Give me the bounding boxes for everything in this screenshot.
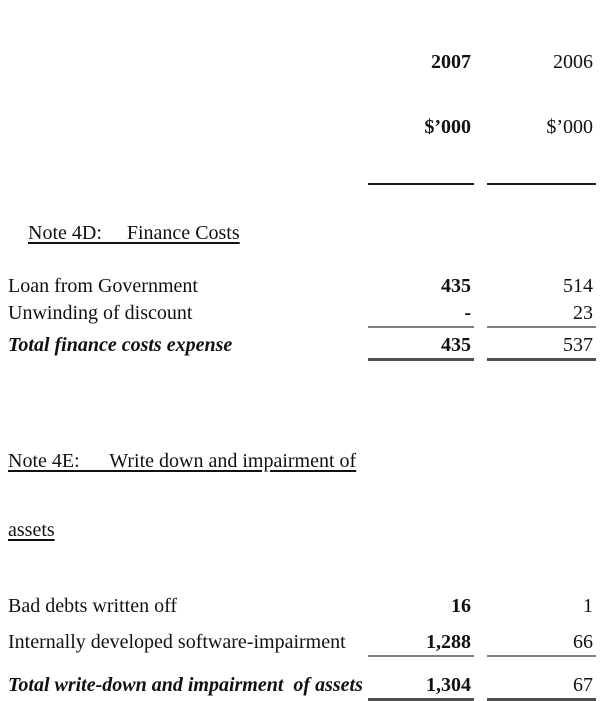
total-value-2007: 1,304	[368, 674, 474, 701]
column-header-2006	[487, 8, 596, 185]
column-headers	[8, 8, 600, 185]
row-label: Unwinding of discount	[8, 302, 193, 324]
row-label: Bad debts written off	[8, 595, 178, 617]
table-row-software-impairment	[8, 631, 600, 657]
note-4e-heading	[8, 406, 600, 585]
column-header-2007	[368, 8, 474, 185]
table-row-unwinding-of-discount	[8, 302, 600, 328]
note-4e-heading-line1: Note 4E: Write down and impairment of	[8, 450, 357, 472]
value-2007: 16	[451, 595, 471, 617]
value-2007: -	[368, 302, 474, 328]
value-2006: 23	[487, 302, 596, 328]
unit-2006-label: $’000	[546, 116, 593, 138]
value-2007: 1,288	[368, 631, 474, 657]
note-4d-heading	[8, 200, 600, 266]
value-2006: 66	[487, 631, 596, 657]
total-row-label: Total write-down and impairment of assets	[8, 674, 363, 696]
note-4e-heading-line2: assets	[8, 519, 55, 541]
table-row-total-finance-costs	[8, 334, 600, 361]
value-2007: 435	[441, 275, 471, 297]
total-value-2006: 537	[487, 334, 596, 361]
table-row-bad-debts	[8, 595, 600, 617]
row-label: Loan from Government	[8, 275, 198, 297]
note-4d-heading-text: Note 4D: Finance Costs	[28, 222, 240, 244]
total-value-2007: 435	[368, 334, 474, 361]
total-value-2006: 67	[487, 674, 596, 701]
value-2006: 514	[563, 275, 593, 297]
row-label: Internally developed software-impairment	[8, 631, 346, 653]
table-row-total-write-down	[8, 674, 600, 701]
total-row-label: Total finance costs expense	[8, 334, 233, 356]
year-2006-label: 2006	[553, 51, 593, 73]
year-2007-label: 2007	[431, 51, 471, 73]
table-row-loan-from-government	[8, 275, 600, 297]
unit-2007-label: $’000	[424, 116, 471, 138]
value-2006: 1	[583, 595, 593, 617]
